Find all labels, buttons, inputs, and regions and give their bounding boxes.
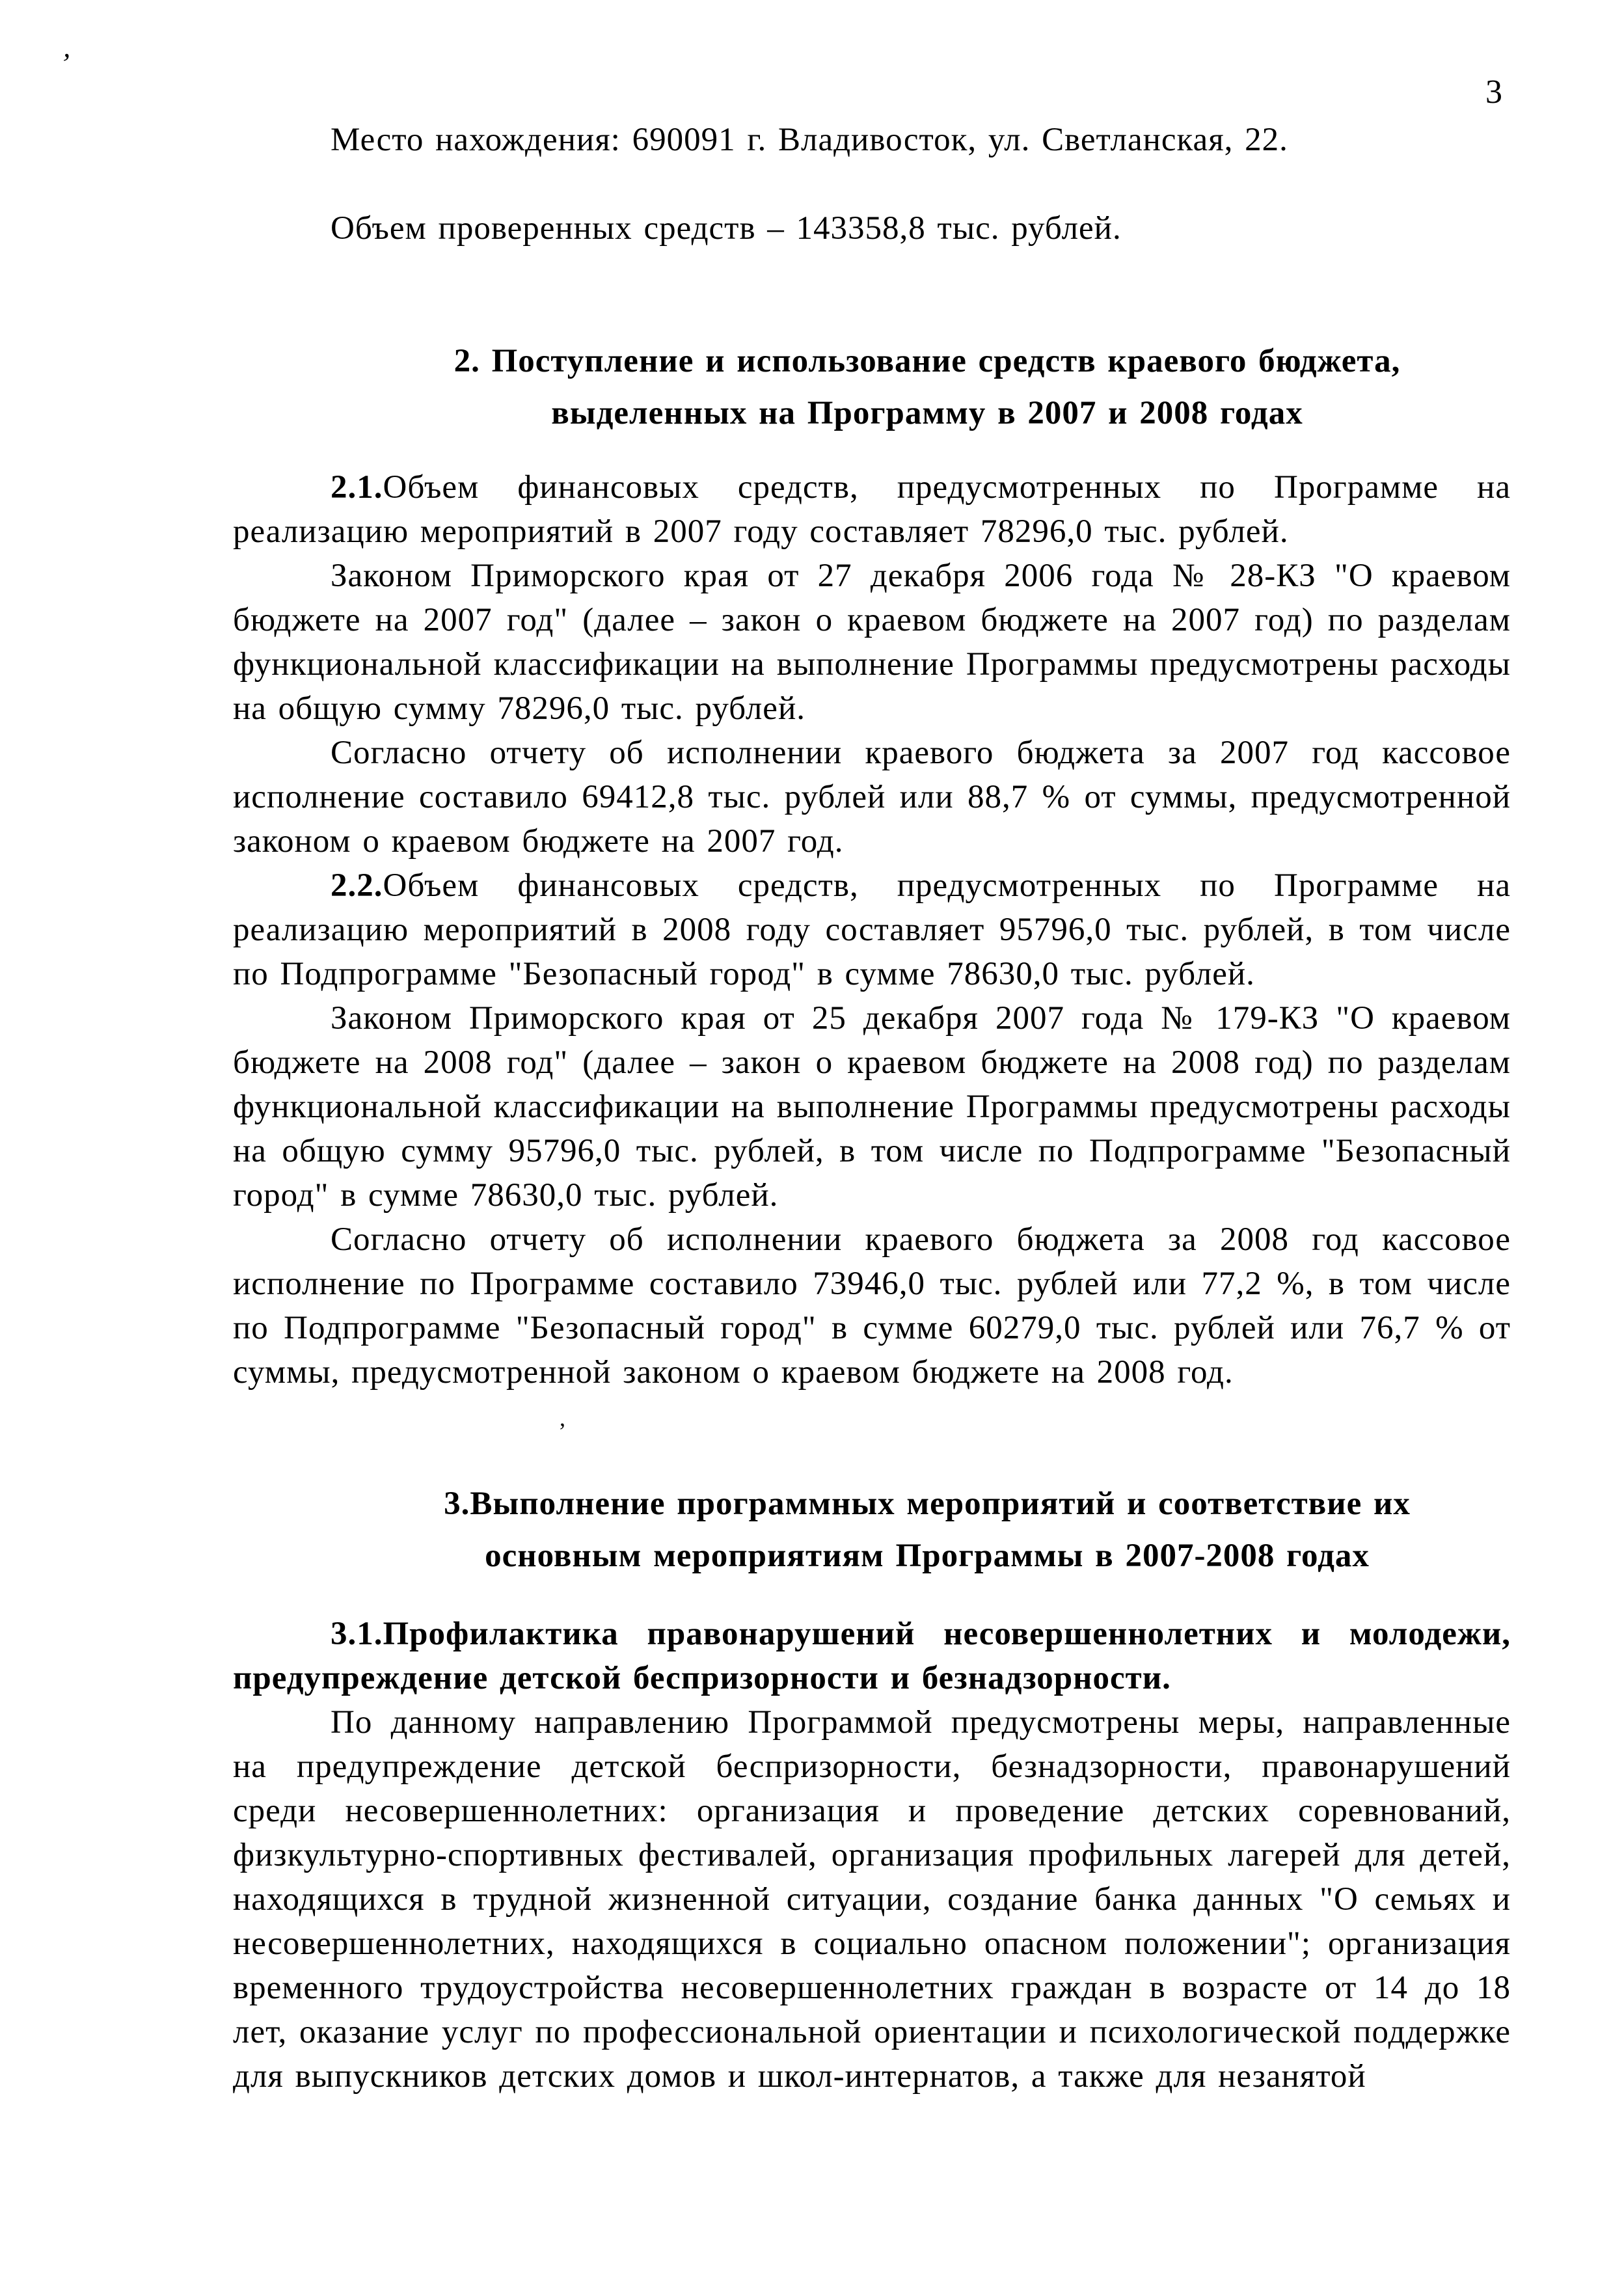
scan-artifact-mark-top-left: ’ [59, 47, 73, 80]
paragraph-section-3-body: По данному направлению Программой предусмотрены меры, направленные на предупреждение детской беспризорности, безнадзорности, правонарушений среди несовершеннолетних: организация и проведение детских соревнований, физкультурно-спортивных фестивалей, организация профильных лагерей для детей, находящихся в трудной жизненной ситуации, создание банка данных "О семьях и несовершеннолетних, находящихся в социально опасном положении"; организация временного трудоустройства несовершеннолетних граждан в возрасте от 14 до 18 лет, оказание услуг по профессиональной ориентации и психологической поддержке для выпускников детских домов и школ-интернатов, а также для незанятой [233, 1704, 1511, 2095]
clause-number-2-2: 2.2. [331, 867, 383, 904]
paragraph-law-2008: Законом Приморского края от 25 декабря 2007 года № 179-КЗ "О краевом бюджете на 2008 год" (далее – закон о краевом бюджете на 2008 год) по разделам функциональной классификации на выполнение Программы предусмотрены расходы на общую сумму 95796,0 тыс. рублей, в том числе по Подпрограмме "Безопасный город" в сумме 78630,0 тыс. рублей. [233, 1000, 1511, 1214]
paragraph-law-2007: Законом Приморского края от 27 декабря 2006 года № 28-КЗ "О краевом бюджете на 2007 год" (далее – закон о краевом бюджете на 2007 год) по разделам функциональной классификации на выполнение Программы предусмотрены расходы на общую сумму 78296,0 тыс. рублей. [233, 558, 1511, 727]
section-3-heading [233, 1478, 1511, 1582]
section-2-heading-line-2: выделенных на Программу в 2007 и 2008 годах [551, 395, 1303, 431]
paragraph-clause-2-2 [233, 863, 1511, 996]
clause-number-2-1: 2.1. [331, 469, 383, 506]
section-3-heading-line-1: 3.Выполнение программных мероприятий и соответствие их [444, 1486, 1411, 1522]
paragraph-clause-3-1-subheading: 3.1.Профилактика правонарушений несовершеннолетних и молодежи, предупреждение детской беспризорности и безнадзорности. [233, 1616, 1511, 1696]
paragraph-clause-2-1 [233, 465, 1511, 554]
section-2-heading-line-1: 2. Поступление и использование средств краевого бюджета, [453, 343, 1401, 379]
document-content [233, 0, 1511, 2099]
paragraph-text: Объем финансовых средств, предусмотренных по Программе на реализацию мероприятий в 2007 году составляет 78296,0 тыс. рублей. [233, 469, 1511, 550]
audited-amount-line: Объем проверенных средств – 143358,8 тыс. рублей. [331, 210, 1122, 247]
paragraph-execution-2008: Согласно отчету об исполнении краевого бюджета за 2008 год кассовое исполнение по Программе составило 73946,0 тыс. рублей или 77,2 %, в том числе по Подпрограмме "Безопасный город" в сумме 60279,0 тыс. рублей или 76,7 % от суммы, предусмотренной законом о краевом бюджете на 2008 год. [233, 1221, 1511, 1391]
paragraph-execution-2007: Согласно отчету об исполнении краевого бюджета за 2007 год кассовое исполнение составило 69412,8 тыс. рублей или 88,7 % от суммы, предусмотренной законом о краевом бюджете на 2007 год. [233, 735, 1511, 860]
paragraph-text: Объем финансовых средств, предусмотренных по Программе на реализацию мероприятий в 2008 году составляет 95796,0 тыс. рублей, в том числе по Подпрограмме "Безопасный город" в сумме 78630,0 тыс. рублей. [233, 867, 1511, 992]
scan-artifact-mark-middle: , [560, 1405, 565, 1431]
page-number: 3 [1485, 74, 1502, 111]
location-line: Место нахождения: 690091 г. Владивосток, ул. Светланская, 22. [331, 122, 1288, 158]
section-2-heading [233, 335, 1511, 439]
section-3-heading-line-2: основным мероприятиям Программы в 2007-2008 годах [485, 1538, 1370, 1574]
